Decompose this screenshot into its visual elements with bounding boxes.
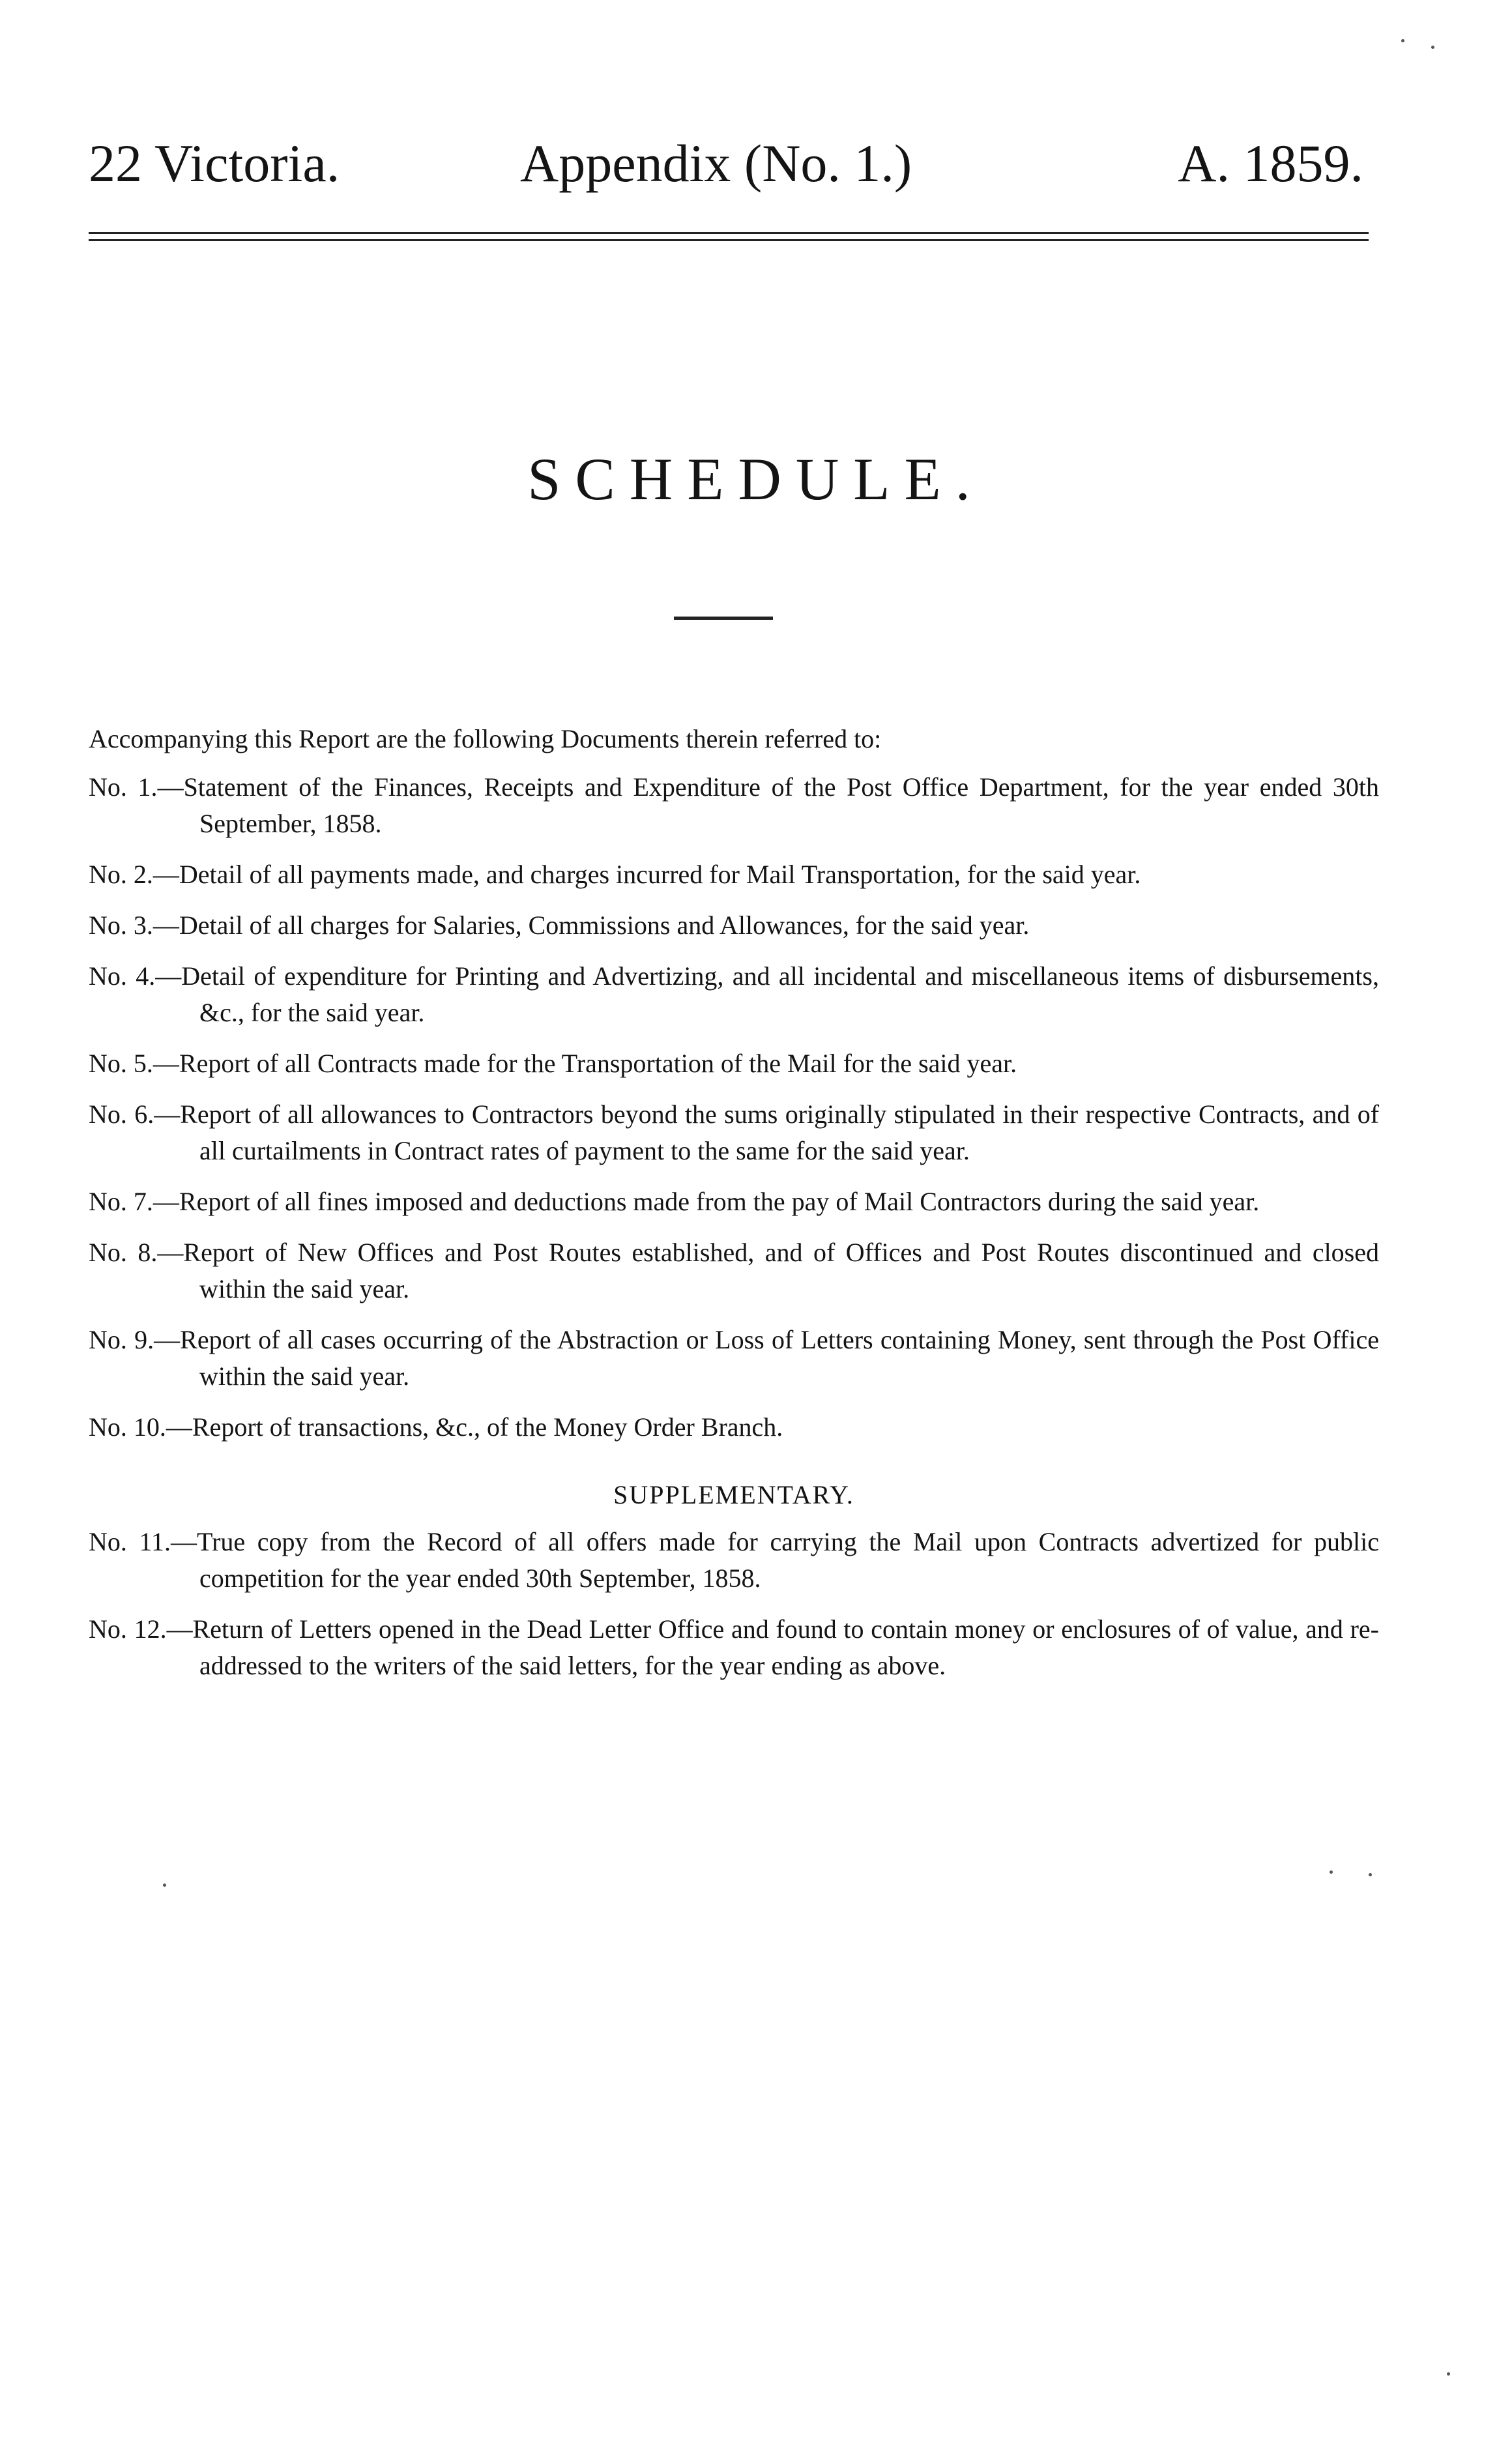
schedule-list (89, 769, 1379, 1698)
schedule-item (89, 856, 1379, 893)
item-number: No. 1. (89, 772, 158, 802)
item-text: —Report of all fines imposed and deductions made from the pay of Mail Contractors during the said year. (153, 1187, 1260, 1216)
scan-speck (1447, 2372, 1450, 2376)
supplementary-item (89, 1611, 1379, 1684)
item-text: —Report of New Offices and Post Routes established, and of Offices and Post Routes discontinued and closed within the said year. (157, 1238, 1380, 1303)
item-text: —Detail of expenditure for Printing and Advertizing, and all incidental and miscellaneous items of disbursements, &c., for the said year. (155, 961, 1379, 1027)
running-head (83, 128, 1374, 199)
scan-speck (1431, 46, 1434, 49)
title-divider (674, 617, 773, 620)
item-number: No. 12. (89, 1614, 167, 1644)
supplementary-heading: SUPPLEMENTARY. (613, 1480, 854, 1509)
scan-speck (1330, 1870, 1333, 1874)
scan-speck (163, 1884, 166, 1887)
schedule-item (89, 1096, 1379, 1169)
schedule-item (89, 769, 1379, 842)
schedule-item (89, 1409, 1379, 1446)
scan-speck (1369, 1873, 1372, 1876)
item-number: No. 7. (89, 1187, 153, 1216)
schedule-item (89, 907, 1379, 944)
header-year: A. 1859. (1178, 134, 1363, 193)
supplementary-item (89, 1524, 1379, 1597)
item-number: No. 4. (89, 961, 156, 991)
item-text: —Report of all allowances to Contractors beyond the sums originally stipulated in their respective Contracts, and of all curtailments in Contract rates of payment to the same for the said year. (154, 1099, 1380, 1165)
item-text: —True copy from the Record of all offers made for carrying the Mail upon Contracts advertized for public competition for the year ended 30th September, 1858. (171, 1527, 1380, 1593)
item-text: —Report of all cases occurring of the Abstraction or Loss of Letters containing Money, sent through the Post Office within the said year. (154, 1325, 1379, 1391)
item-number: No. 3. (89, 910, 153, 940)
item-number: No. 2. (89, 860, 153, 889)
schedule-item (89, 1184, 1379, 1220)
item-number: No. 10. (89, 1412, 166, 1442)
header-appendix: Appendix (No. 1.) (520, 134, 912, 193)
item-number: No. 6. (89, 1099, 154, 1129)
schedule-item (89, 1322, 1379, 1395)
header-double-rule (89, 232, 1369, 241)
page-title: SCHEDULE. (527, 446, 985, 512)
item-number: No. 8. (89, 1238, 158, 1267)
schedule-item (89, 1234, 1379, 1307)
item-text: —Statement of the Finances, Receipts and Expenditure of the Post Office Department, for the year ended 30th September, 1858. (157, 772, 1379, 838)
item-text: —Detail of all charges for Salaries, Commissions and Allowances, for the said year. (153, 910, 1030, 940)
header-regnal-year: 22 Victoria. (89, 134, 340, 193)
item-text: —Report of all Contracts made for the Transportation of the Mail for the said year. (153, 1049, 1017, 1078)
item-number: No. 11. (89, 1527, 171, 1556)
intro-text: Accompanying this Report are the following Documents therein referred to: (89, 724, 882, 753)
scan-speck (1401, 39, 1404, 42)
item-number: No. 5. (89, 1049, 153, 1078)
item-number: No. 9. (89, 1325, 154, 1354)
item-text: —Return of Letters opened in the Dead Letter Office and found to contain money or enclosures of of value, and re-addressed to the writers of the said letters, for the year ending as above. (166, 1614, 1379, 1680)
item-text: —Detail of all payments made, and charges incurred for Mail Transportation, for the said year. (153, 860, 1141, 889)
schedule-item (89, 958, 1379, 1031)
item-text: —Report of transactions, &c., of the Money Order Branch. (166, 1412, 783, 1442)
schedule-item (89, 1045, 1379, 1082)
